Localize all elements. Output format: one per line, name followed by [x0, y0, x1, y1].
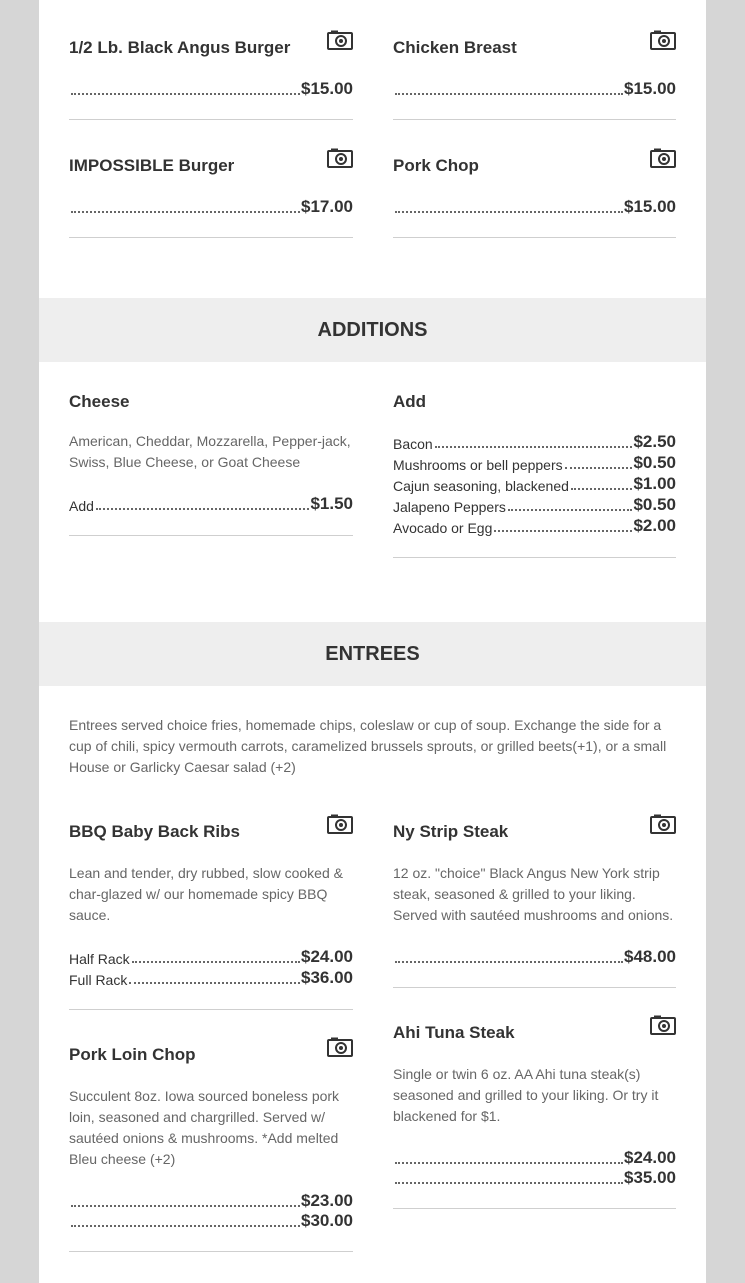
item-price: $24.00 [301, 947, 353, 966]
camera-icon[interactable] [650, 1015, 676, 1035]
camera-icon[interactable] [650, 30, 676, 50]
item-title: Add [393, 392, 427, 411]
item-title: Pork Loin Chop [69, 1045, 196, 1064]
price-row [69, 78, 353, 99]
price-row [69, 196, 353, 217]
camera-icon[interactable] [327, 30, 353, 50]
divider [69, 535, 353, 536]
divider [393, 237, 676, 238]
price-row [69, 1210, 353, 1231]
camera-icon[interactable] [327, 1037, 353, 1057]
entrees-left-column [69, 800, 353, 1283]
price-row [393, 946, 676, 967]
price-row [393, 1167, 676, 1188]
entrees-intro: Entrees served choice fries, homemade chips, coleslaw or cup of soup. Exchange the side for a cup of chili, spicy vermouth carrots, caramelized brussels sprouts, or grilled beets(+1), or a small House or Garlicky Caesar salad (+2) [69, 717, 667, 775]
price-label: Add [69, 498, 94, 514]
item-price: $0.50 [633, 495, 676, 514]
menu-item-cheese[interactable] [69, 392, 353, 536]
divider [393, 987, 676, 988]
item-price: $23.00 [301, 1191, 353, 1210]
item-title: Ny Strip Steak [393, 822, 509, 841]
price-row [393, 196, 676, 217]
section-title: ENTREES [325, 642, 420, 665]
menu-item-pork-loin-chop[interactable] [69, 1045, 353, 1252]
item-price: $0.50 [633, 453, 676, 472]
camera-icon[interactable] [650, 814, 676, 834]
price-row [393, 452, 676, 473]
item-price: $15.00 [624, 79, 676, 98]
item-price: $15.00 [301, 79, 353, 98]
item-price: $17.00 [301, 197, 353, 216]
item-description: Succulent 8oz. Iowa sourced boneless pork loin, seasoned and chargrilled. Served w/ sautéed onions & mushrooms. *Add melted Bleu cheese (+2) [69, 1088, 340, 1167]
section-header-additions [39, 298, 706, 362]
camera-icon[interactable] [327, 148, 353, 168]
additions-add-column [393, 362, 676, 622]
price-row [393, 431, 676, 452]
item-title: 1/2 Lb. Black Angus Burger [69, 38, 291, 57]
price-row [69, 967, 353, 988]
entrees-right-column [393, 800, 676, 1283]
menu-item-bbq-ribs[interactable] [69, 822, 353, 1010]
camera-icon[interactable] [650, 148, 676, 168]
menu-item-ny-strip-steak[interactable] [393, 822, 676, 988]
item-price: $2.50 [633, 432, 676, 451]
item-price: $24.00 [624, 1148, 676, 1167]
item-description: 12 oz. "choice" Black Angus New York strip steak, seasoned & grilled to your liking. Served with sautéed mushrooms and onions. [393, 865, 674, 923]
item-description: American, Cheddar, Mozzarella, Pepper-jack, Swiss, Blue Cheese, or Goat Cheese [69, 433, 351, 470]
menu-item-chicken-breast[interactable] [393, 38, 676, 120]
item-description: Single or twin 6 oz. AA Ahi tuna steak(s) seasoned and grilled to your liking. Or try it blackened for $1. [393, 1066, 659, 1124]
price-label: Bacon [393, 436, 433, 452]
section-title: ADDITIONS [317, 318, 428, 341]
price-label: Half Rack [69, 951, 130, 967]
item-price: $35.00 [624, 1168, 676, 1187]
menu-item-pork-chop[interactable] [393, 156, 676, 238]
price-label: Full Rack [69, 972, 128, 988]
divider [69, 237, 353, 238]
item-title: Ahi Tuna Steak [393, 1023, 515, 1042]
item-title: Chicken Breast [393, 38, 517, 57]
menu-item-add[interactable] [393, 392, 676, 558]
menu-item-ahi-tuna-steak[interactable] [393, 1023, 676, 1209]
price-row [69, 493, 353, 514]
divider [393, 557, 676, 558]
item-price: $1.50 [310, 494, 353, 513]
item-price: $36.00 [301, 968, 353, 987]
menu-item-angus-burger[interactable] [69, 38, 353, 120]
item-price: $2.00 [633, 516, 676, 535]
item-title: IMPOSSIBLE Burger [69, 156, 235, 175]
camera-icon[interactable] [327, 814, 353, 834]
menu-item-impossible-burger[interactable] [69, 156, 353, 238]
item-title: BBQ Baby Back Ribs [69, 822, 240, 841]
divider [393, 1208, 676, 1209]
divider [69, 1251, 353, 1252]
price-row [393, 78, 676, 99]
item-price: $48.00 [624, 947, 676, 966]
item-description: Lean and tender, dry rubbed, slow cooked & char-glazed w/ our homemade spicy BBQ sauce. [69, 865, 343, 923]
burgers-left-column [69, 0, 353, 298]
divider [69, 1009, 353, 1010]
menu-page [39, 0, 706, 1283]
divider [69, 119, 353, 120]
item-price: $30.00 [301, 1211, 353, 1230]
additions-cheese-column [69, 362, 353, 622]
item-title: Pork Chop [393, 156, 479, 175]
section-header-entrees [39, 622, 706, 686]
price-label: Jalapeno Peppers [393, 499, 506, 515]
item-price: $15.00 [624, 197, 676, 216]
divider [393, 119, 676, 120]
burgers-right-column [393, 0, 676, 298]
price-label: Avocado or Egg [393, 520, 493, 536]
item-title: Cheese [69, 392, 130, 411]
price-label: Cajun seasoning, blackened [393, 478, 569, 494]
item-price: $1.00 [633, 474, 676, 493]
price-label: Mushrooms or bell peppers [393, 457, 563, 473]
price-row [393, 515, 676, 536]
